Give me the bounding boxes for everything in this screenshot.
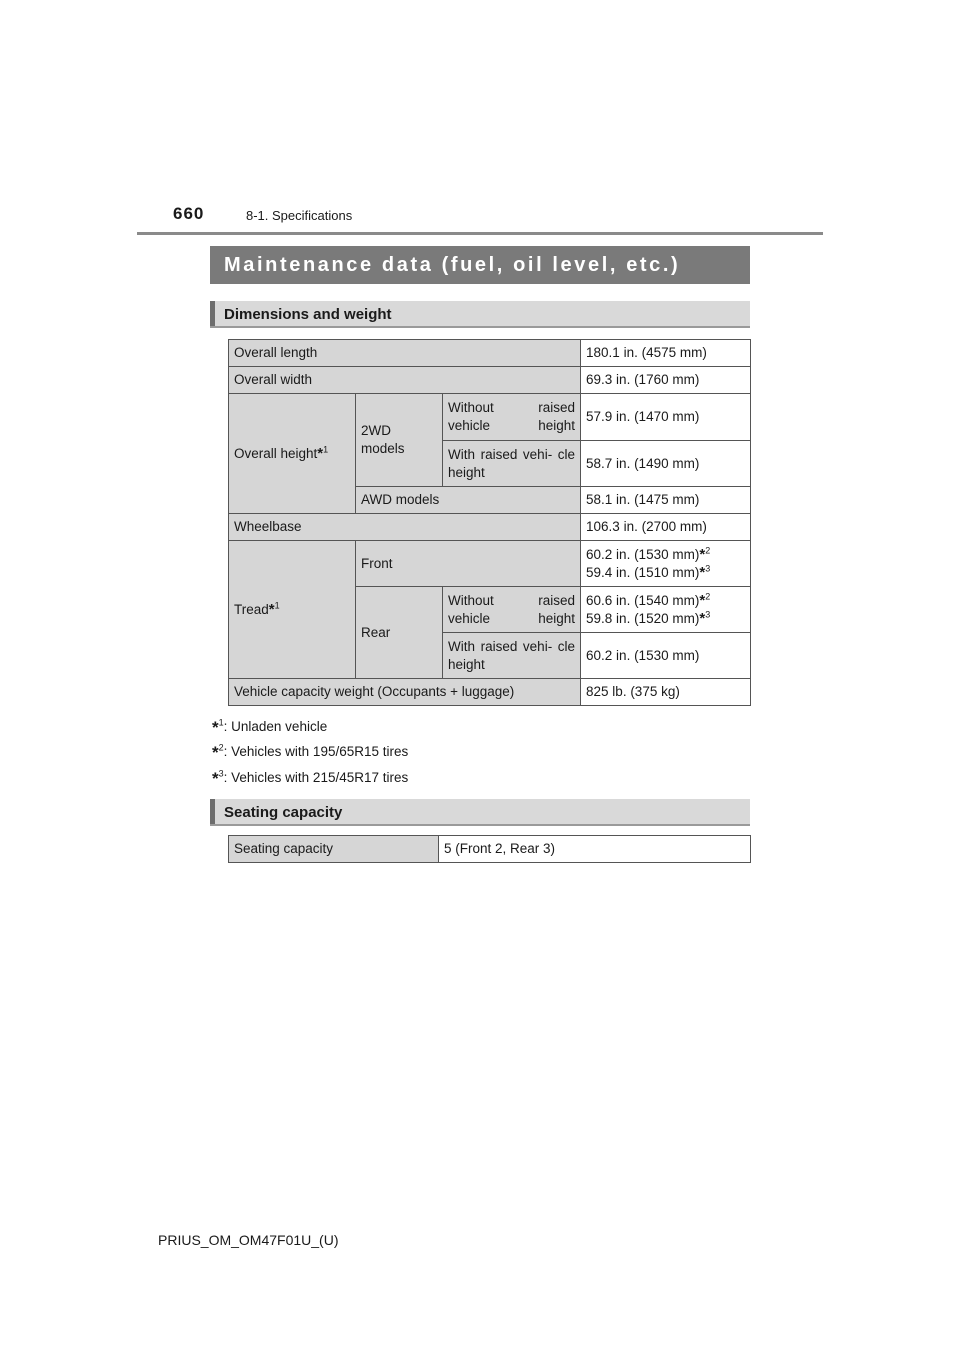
capacity-weight-label: Vehicle capacity weight (Occupants + luggage) xyxy=(229,679,581,706)
footnote-mark: 3 xyxy=(218,768,224,779)
rear-with-raised-value: 60.2 in. (1530 mm) xyxy=(581,633,751,679)
tread-front-value xyxy=(581,541,751,587)
asterisk-mark: * xyxy=(699,545,706,563)
footnote-2 xyxy=(212,741,408,761)
without-raised-height-label: Without raised vehicle height xyxy=(443,394,581,441)
footnote-text: : Vehicles with 195/65R15 tires xyxy=(223,744,409,759)
overall-height-label: Overall height xyxy=(234,445,318,461)
table-row xyxy=(229,679,751,706)
asterisk-mark: * xyxy=(212,743,219,762)
dimensions-table xyxy=(228,339,751,706)
footnote-mark: 2 xyxy=(705,545,711,555)
wheelbase-value: 106.3 in. (2700 mm) xyxy=(581,514,751,541)
footnote-mark: 1 xyxy=(323,444,329,454)
rear-without-value-2: 59.8 in. (1520 mm) xyxy=(586,610,700,626)
table-row xyxy=(229,394,751,441)
footnote-text: : Unladen vehicle xyxy=(223,719,328,734)
footnote-text: : Vehicles with 215/45R17 tires xyxy=(223,770,409,785)
asterisk-mark: * xyxy=(699,591,706,609)
dimensions-heading-text: Dimensions and weight xyxy=(224,306,392,323)
asterisk-mark: * xyxy=(699,609,706,627)
awd-models-value: 58.1 in. (1475 mm) xyxy=(581,487,751,514)
asterisk-mark: * xyxy=(212,769,219,788)
table-row xyxy=(229,541,751,587)
section-label: 8-1. Specifications xyxy=(246,208,353,223)
table-row xyxy=(229,340,751,367)
tread-rear-label: Rear xyxy=(356,587,443,679)
twowd-models-label: 2WD models xyxy=(356,394,443,487)
seating-heading xyxy=(210,799,750,826)
capacity-weight-value: 825 lb. (375 kg) xyxy=(581,679,751,706)
rear-without-value-1: 60.6 in. (1540 mm) xyxy=(586,592,700,608)
tread-front-value-2: 59.4 in. (1510 mm) xyxy=(586,564,700,580)
footnote-mark: 2 xyxy=(218,742,224,753)
footnote-mark: 2 xyxy=(705,591,711,601)
asterisk-mark: * xyxy=(268,600,275,618)
seating-capacity-label: Seating capacity xyxy=(229,836,439,863)
rear-without-raised-label: Without raised vehicle height xyxy=(443,587,581,633)
dimensions-heading xyxy=(210,301,750,328)
table-row xyxy=(229,836,751,863)
section-banner xyxy=(210,246,750,284)
rear-without-raised-value xyxy=(581,587,751,633)
awd-models-label: AWD models xyxy=(356,487,581,514)
tread-label-cell xyxy=(229,541,356,679)
asterisk-mark: * xyxy=(699,563,706,581)
seating-table xyxy=(228,835,751,863)
seating-capacity-value: 5 (Front 2, Rear 3) xyxy=(439,836,751,863)
footer-code: PRIUS_OM_OM47F01U_(U) xyxy=(158,1232,339,1248)
overall-length-label: Overall length xyxy=(229,340,581,367)
tread-front-value-1: 60.2 in. (1530 mm) xyxy=(586,546,700,562)
wheelbase-label: Wheelbase xyxy=(229,514,581,541)
footnote-1 xyxy=(212,716,327,736)
table-row xyxy=(229,367,751,394)
with-raised-height-value: 58.7 in. (1490 mm) xyxy=(581,441,751,487)
seating-heading-text: Seating capacity xyxy=(224,804,343,821)
overall-width-value: 69.3 in. (1760 mm) xyxy=(581,367,751,394)
page-number: 660 xyxy=(173,204,205,223)
banner-title: Maintenance data (fuel, oil level, etc.) xyxy=(224,253,681,276)
asterisk-mark: * xyxy=(317,444,324,462)
footnote-3 xyxy=(212,767,408,787)
footnote-mark: 1 xyxy=(274,600,280,610)
overall-height-label-cell xyxy=(229,394,356,514)
header-rule xyxy=(137,232,823,235)
tread-label: Tread xyxy=(234,601,269,617)
rear-with-raised-label: With raised vehi- cle height xyxy=(443,633,581,679)
overall-width-label: Overall width xyxy=(229,367,581,394)
table-row xyxy=(229,514,751,541)
tread-front-label: Front xyxy=(356,541,581,587)
overall-length-value: 180.1 in. (4575 mm) xyxy=(581,340,751,367)
without-raised-height-value: 57.9 in. (1470 mm) xyxy=(581,394,751,441)
with-raised-height-label: With raised vehi- cle height xyxy=(443,441,581,487)
asterisk-mark: * xyxy=(212,718,219,737)
footnote-mark: 1 xyxy=(218,717,224,728)
footnote-mark: 3 xyxy=(705,609,711,619)
footnote-mark: 3 xyxy=(705,563,711,573)
